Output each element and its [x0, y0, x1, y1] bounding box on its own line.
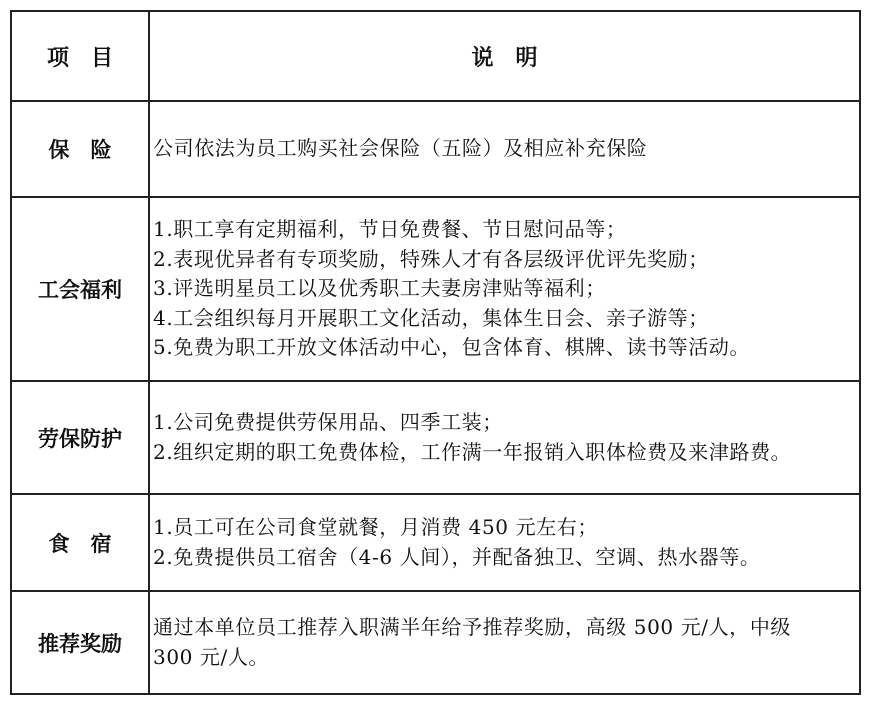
header-item: 项 目 [11, 11, 149, 101]
description-line: 1.员工可在公司食堂就餐，月消费 450 元左右； [153, 515, 598, 539]
row-description [149, 591, 860, 694]
description-line: 4.工会组织每月开展职工文化活动，集体生日会、亲子游等； [153, 305, 709, 330]
description-line: 3.评选明星员工以及优秀职工夫妻房津贴等福利； [153, 276, 606, 301]
description-line: 300 元/人。 [153, 644, 270, 669]
table-row-referral-reward [11, 591, 860, 694]
row-description [149, 381, 860, 494]
table-row-union-welfare [11, 197, 860, 381]
row-item: 推荐奖励 [11, 591, 149, 694]
table-header-row [11, 11, 860, 101]
table-row-insurance [11, 101, 860, 197]
description-line: 2.组织定期的职工免费体检，工作满一年报销入职体检费及来津路费。 [153, 439, 792, 464]
description-line: 5.免费为职工开放文体活动中心，包含体育、棋牌、读书等活动。 [153, 335, 751, 360]
description-line: 通过本单位员工推荐入职满半年给予推荐奖励，高级 500 元/人，中级 [153, 615, 792, 639]
row-item: 劳保防护 [11, 381, 149, 494]
description-line: 公司依法为员工购买社会保险（五险）及相应补充保险 [153, 136, 648, 161]
row-item: 食 宿 [11, 494, 149, 591]
row-description [149, 494, 860, 591]
header-description: 说 明 [149, 11, 860, 101]
row-item: 工会福利 [11, 197, 149, 381]
description-line: 2.表现优异者有专项奖励，特殊人才有各层级评优评先奖励； [153, 246, 709, 271]
description-line: 1.职工享有定期福利，节日免费餐、节日慰问品等； [153, 217, 627, 242]
row-description [149, 197, 860, 381]
table-row-labor-protection [11, 381, 860, 494]
row-description [149, 101, 860, 197]
table-row-food-lodging [11, 494, 860, 591]
description-line: 2.免费提供员工宿舍（4-6 人间），并配备独卫、空调、热水器等。 [153, 544, 761, 569]
benefits-table [10, 10, 861, 695]
row-item: 保 险 [11, 101, 149, 197]
description-line: 1.公司免费提供劳保用品、四季工装； [153, 410, 503, 434]
